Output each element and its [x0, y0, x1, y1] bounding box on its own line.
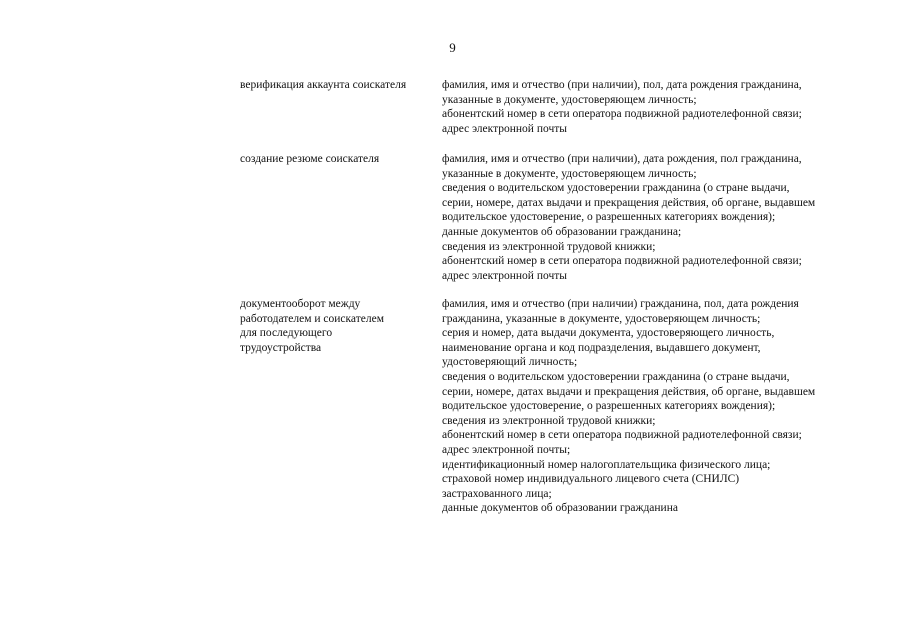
details-line: данные документов об образовании гражданина: [442, 502, 678, 515]
details-line: серии, номере, датах выдачи и прекращения действия, об органе, выдавшем: [442, 196, 816, 209]
details-line: абонентский номер в сети оператора подвижной радиотелефонной связи;: [442, 429, 802, 442]
details-line: абонентский номер в сети оператора подвижной радиотелефонной связи;: [442, 255, 802, 268]
details-line: указанные в документе, удостоверяющем личность;: [442, 93, 697, 106]
purpose-text: работодателем и соискателем: [240, 312, 384, 325]
details-line: абонентский номер в сети оператора подвижной радиотелефонной связи;: [442, 108, 802, 121]
details-line: идентификационный номер налогоплательщика физического лица;: [442, 458, 771, 471]
details-line: водительское удостоверение, о разрешенных категориях вождения);: [442, 211, 776, 224]
details-line: удостоверяющий личность;: [442, 356, 578, 369]
purpose-text: создание резюме соискателя: [240, 153, 380, 165]
details-cell: [442, 152, 872, 283]
details-line: серии, номере, датах выдачи и прекращения действия, об органе, выдавшем: [442, 385, 816, 398]
details-line: указанные в документе, удостоверяющем личность;: [442, 167, 697, 180]
purpose-text: документооборот между: [240, 298, 361, 310]
details-cell: [442, 78, 872, 136]
details-line: водительское удостоверение, о разрешенных категориях вождения);: [442, 400, 776, 413]
purpose-cell: [240, 152, 432, 167]
details-line: гражданина, указанные в документе, удостоверяющем личность;: [442, 312, 761, 325]
details-line: адрес электронной почты;: [442, 443, 571, 456]
purpose-text: для последующего: [240, 327, 333, 340]
details-line: адрес электронной почты: [442, 269, 567, 282]
details-line: фамилия, имя и отчество (при наличии), дата рождения, пол гражданина,: [442, 153, 802, 165]
details-line: сведения из электронной трудовой книжки;: [442, 240, 656, 253]
details-line: фамилия, имя и отчество (при наличии) гражданина, пол, дата рождения: [442, 298, 799, 310]
details-line: серия и номер, дата выдачи документа, удостоверяющего личность,: [442, 327, 775, 340]
details-line: данные документов об образовании гражданина;: [442, 225, 682, 238]
details-line: наименование органа и код подразделения, выдавшего документ,: [442, 341, 761, 354]
purpose-cell: [240, 78, 432, 93]
details-line: сведения о водительском удостоверении гражданина (о стране выдачи,: [442, 182, 790, 195]
details-line: адрес электронной почты: [442, 122, 567, 135]
purpose-text: трудоустройства: [240, 341, 322, 354]
purpose-text: верификация аккаунта соискателя: [240, 79, 407, 91]
page-number: 9: [449, 40, 456, 55]
details-line: фамилия, имя и отчество (при наличии), пол, дата рождения гражданина,: [442, 79, 802, 91]
details-line: сведения о водительском удостоверении гражданина (о стране выдачи,: [442, 370, 790, 383]
purpose-cell: [240, 297, 432, 355]
details-line: застрахованного лица;: [442, 487, 552, 500]
details-line: страховой номер индивидуального лицевого счета (СНИЛС): [442, 473, 740, 486]
details-cell: [442, 297, 872, 516]
details-line: сведения из электронной трудовой книжки;: [442, 414, 656, 427]
